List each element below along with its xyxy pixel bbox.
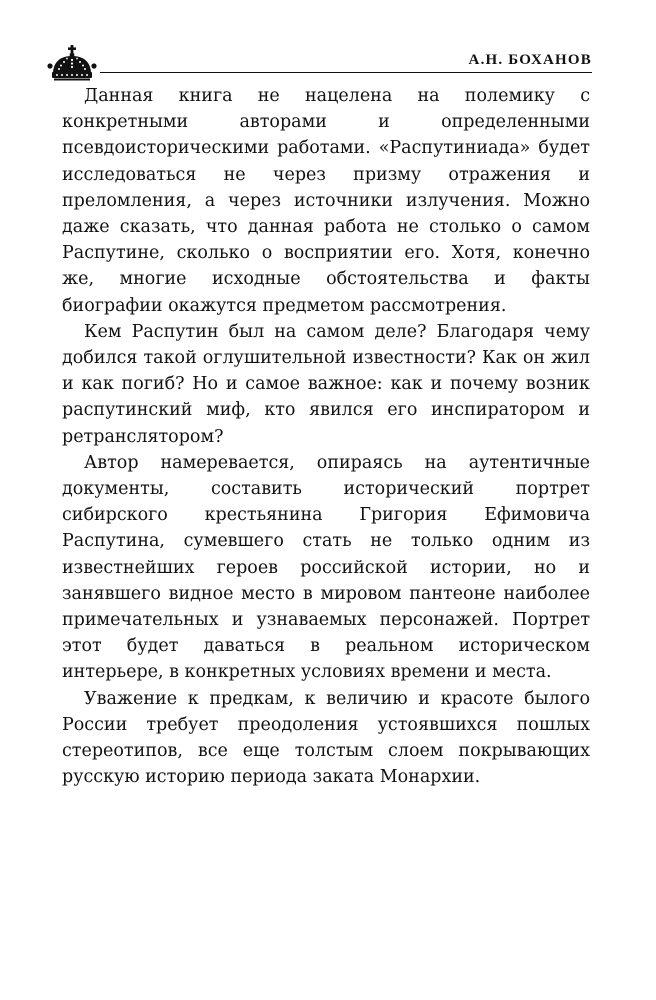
paragraph: Данная книга не нацелена на полемику с конкретными авторами и определенными псевдоисторическими работами. «Распутиниада» будет исследоваться не через призму отражения и преломления, а через источники излучения. Можно даже сказать, что данная работа не столько о самом Распутине, сколько о восприятии его. Хотя, конечно же, многие исходные обстоятельства и факты биографии окажутся предметом рассмотрения. <box>62 86 590 316</box>
page-header <box>46 44 592 84</box>
running-head-author: А.Н. БОХАНОВ <box>468 52 592 68</box>
paragraph: Кем Распутин был на самом деле? Благодаря чему добился такой оглушительной известности? Как он жил и как погиб? Но и самое важное: как и почему возник распутинский миф, кто явился его инспиратором и ретранслятором? <box>62 321 590 447</box>
paragraph: Автор намеревается, опираясь на аутентичные документы, составить исторический портрет сибирского крестьянина Григория Ефимовича Распутина, сумевшего стать не только одним из известнейших героев российской истории, но и занявшего видное место в мировом пантеоне наиболее примечательных и узнаваемых персонажей. Портрет этот будет даваться в реальном историческом интерьере, в конкретных условиях времени и места. <box>62 452 590 683</box>
crown-icon <box>46 44 98 82</box>
body-text <box>62 83 590 790</box>
paragraph: Уважение к предкам, к величию и красоте былого России требует преодоления устоявшихся пошлых стереотипов, все еще толстым слоем покрывающих русскую историю периода заката Монархии. <box>62 688 590 788</box>
header-rule <box>100 72 592 73</box>
